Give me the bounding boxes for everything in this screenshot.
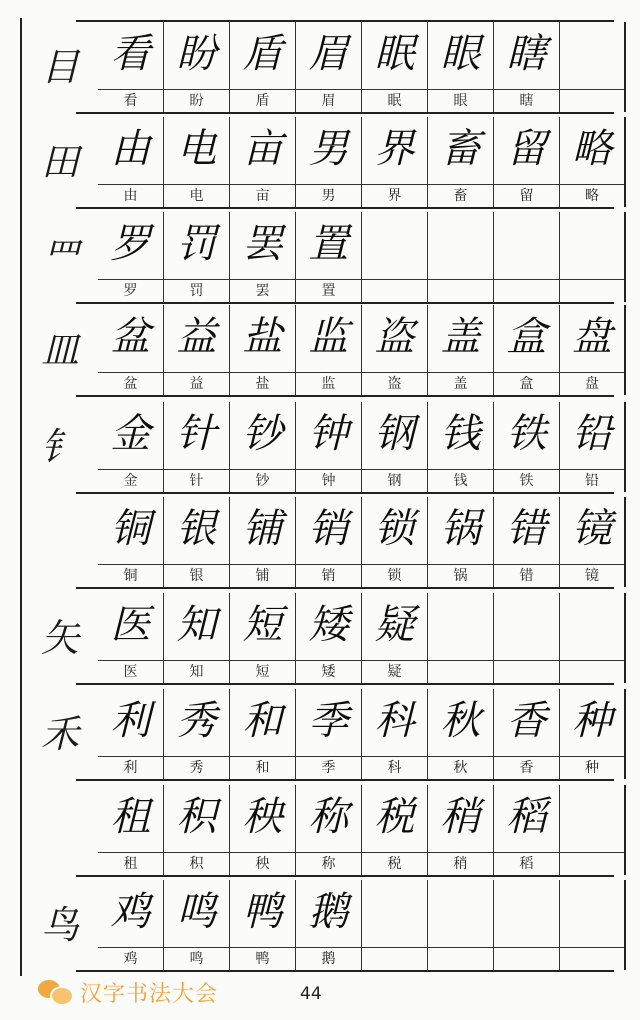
- character-cell: [494, 880, 560, 970]
- standard-character: 矮: [296, 660, 361, 683]
- standard-character: 秀: [164, 756, 229, 779]
- character-cell: [164, 305, 230, 395]
- character-cell: [230, 212, 296, 302]
- top-border: [76, 20, 614, 22]
- cursive-character: 眠: [374, 31, 415, 77]
- character-cell: [164, 22, 230, 112]
- grid-row: [98, 689, 634, 779]
- standard-character: 季: [296, 756, 361, 779]
- character-cell: [296, 785, 362, 875]
- character-cell: [560, 689, 626, 779]
- cursive-character: 盒: [506, 314, 547, 360]
- cursive-character: 钱: [440, 411, 481, 457]
- standard-character: 租: [98, 852, 163, 875]
- character-cell: [164, 402, 230, 492]
- cursive-character: 铁: [506, 411, 547, 457]
- character-cell: [362, 212, 428, 302]
- standard-character: [560, 89, 624, 112]
- character-cell: [296, 497, 362, 587]
- cursive-character: 瞎: [506, 31, 547, 77]
- standard-character: 鸣: [164, 947, 229, 970]
- standard-character: 鸭: [230, 947, 295, 970]
- wechat-icon: [38, 978, 72, 1006]
- cursive-character: 留: [506, 126, 547, 172]
- standard-character: 略: [560, 184, 624, 207]
- row-divider: [76, 875, 614, 877]
- standard-character: 眼: [428, 89, 493, 112]
- grid-row: [98, 117, 634, 207]
- standard-character: 铜: [98, 564, 163, 587]
- cursive-character: 眉: [308, 31, 349, 77]
- character-cell: [164, 497, 230, 587]
- grid-row: [98, 880, 634, 970]
- radical-label: 目: [40, 45, 79, 89]
- character-cell: [98, 117, 164, 207]
- cursive-character: 盗: [374, 314, 415, 360]
- cursive-character: 盆: [110, 314, 151, 360]
- radical-label: 皿: [40, 328, 79, 372]
- cursive-character: 鸡: [110, 889, 151, 935]
- cursive-character: 秧: [242, 794, 283, 840]
- character-cell: [560, 593, 626, 683]
- cursive-character: 季: [308, 698, 349, 744]
- standard-character: 锅: [428, 564, 493, 587]
- standard-character: 盗: [362, 372, 427, 395]
- radical-label: 禾: [40, 712, 79, 756]
- cursive-character: 罢: [242, 221, 283, 267]
- character-cell: [362, 689, 428, 779]
- row-divider: [76, 112, 614, 114]
- cursive-character: [560, 789, 624, 845]
- character-cell: [362, 593, 428, 683]
- standard-character: 银: [164, 564, 229, 587]
- cursive-character: 盼: [176, 31, 217, 77]
- cursive-character: 看: [110, 31, 151, 77]
- grid-row: [98, 305, 634, 395]
- character-cell: [494, 497, 560, 587]
- character-cell: [98, 689, 164, 779]
- character-cell: [560, 212, 626, 302]
- row-divider: [76, 395, 614, 397]
- standard-character: 眠: [362, 89, 427, 112]
- character-cell: [362, 22, 428, 112]
- standard-character: 盒: [494, 372, 559, 395]
- character-cell: [98, 22, 164, 112]
- character-cell: [98, 305, 164, 395]
- standard-character: 罗: [98, 279, 163, 302]
- standard-character: 盐: [230, 372, 295, 395]
- standard-character: [494, 279, 559, 302]
- character-cell: [296, 593, 362, 683]
- character-cell: [296, 305, 362, 395]
- cursive-character: 铜: [110, 506, 151, 552]
- cursive-character: 益: [176, 314, 217, 360]
- standard-character: 医: [98, 660, 163, 683]
- standard-character: 鸡: [98, 947, 163, 970]
- cursive-character: 铺: [242, 506, 283, 552]
- cursive-character: 医: [110, 602, 151, 648]
- standard-character: 鹅: [296, 947, 361, 970]
- standard-character: 钱: [428, 469, 493, 492]
- standard-character: [560, 660, 624, 683]
- cursive-character: 盐: [242, 314, 283, 360]
- standard-character: 盘: [560, 372, 624, 395]
- standard-character: 看: [98, 89, 163, 112]
- standard-character: 钟: [296, 469, 361, 492]
- cursive-character: 积: [176, 794, 217, 840]
- grid-row: [98, 22, 634, 112]
- row-divider: [76, 683, 614, 685]
- radical-label: 钅: [40, 425, 79, 469]
- standard-character: 铅: [560, 469, 624, 492]
- cursive-character: 税: [374, 794, 415, 840]
- character-cell: [428, 117, 494, 207]
- cursive-character: 鸭: [242, 889, 283, 935]
- cursive-character: 秀: [176, 698, 217, 744]
- standard-character: 金: [98, 469, 163, 492]
- cursive-character: 眼: [440, 31, 481, 77]
- character-cell: [296, 402, 362, 492]
- cursive-character: 男: [308, 126, 349, 172]
- standard-character: 知: [164, 660, 229, 683]
- standard-character: 香: [494, 756, 559, 779]
- standard-character: 益: [164, 372, 229, 395]
- cursive-character: 秋: [440, 698, 481, 744]
- cursive-character: 科: [374, 698, 415, 744]
- row-divider: [76, 492, 614, 494]
- cursive-character: [428, 216, 493, 272]
- character-cell: [560, 117, 626, 207]
- standard-character: [560, 852, 624, 875]
- character-cell: [98, 593, 164, 683]
- character-cell: [98, 785, 164, 875]
- cursive-character: 罚: [176, 221, 217, 267]
- cursive-character: [560, 597, 624, 653]
- standard-character: [428, 279, 493, 302]
- standard-character: 税: [362, 852, 427, 875]
- character-cell: [98, 402, 164, 492]
- character-cell: [560, 402, 626, 492]
- character-cell: [98, 497, 164, 587]
- cursive-character: [560, 216, 624, 272]
- character-cell: [230, 402, 296, 492]
- grid-row: [98, 593, 634, 683]
- character-cell: [494, 305, 560, 395]
- standard-character: [362, 947, 427, 970]
- standard-character: [428, 947, 493, 970]
- cursive-character: 鸣: [176, 889, 217, 935]
- standard-character: 盾: [230, 89, 295, 112]
- character-cell: [164, 593, 230, 683]
- cursive-character: 置: [308, 221, 349, 267]
- standard-character: 电: [164, 184, 229, 207]
- grid-row: [98, 497, 634, 587]
- radical-label: 罒: [40, 235, 79, 279]
- standard-character: 盼: [164, 89, 229, 112]
- standard-character: [494, 660, 559, 683]
- standard-character: 钞: [230, 469, 295, 492]
- standard-character: 铺: [230, 564, 295, 587]
- cursive-character: 种: [572, 698, 612, 744]
- cursive-character: 监: [308, 314, 349, 360]
- standard-character: 罚: [164, 279, 229, 302]
- character-cell: [230, 497, 296, 587]
- character-cell: [296, 117, 362, 207]
- standard-character: [560, 947, 624, 970]
- cursive-character: 钟: [308, 411, 349, 457]
- row-divider: [76, 779, 614, 781]
- character-cell: [296, 212, 362, 302]
- cursive-character: 疑: [374, 602, 415, 648]
- character-cell: [494, 785, 560, 875]
- cursive-character: 鹅: [308, 889, 349, 935]
- standard-character: 种: [560, 756, 624, 779]
- standard-character: 镜: [560, 564, 624, 587]
- standard-character: 科: [362, 756, 427, 779]
- standard-character: 盖: [428, 372, 493, 395]
- cursive-character: 稍: [440, 794, 481, 840]
- cursive-character: 由: [110, 126, 151, 172]
- copybook-sheet: [20, 18, 634, 976]
- standard-character: 和: [230, 756, 295, 779]
- standard-character: 称: [296, 852, 361, 875]
- character-cell: [494, 402, 560, 492]
- standard-character: 亩: [230, 184, 295, 207]
- character-cell: [230, 22, 296, 112]
- character-cell: [230, 117, 296, 207]
- standard-character: 稍: [428, 852, 493, 875]
- watermark: [38, 974, 218, 1010]
- standard-character: 畜: [428, 184, 493, 207]
- character-cell: [362, 785, 428, 875]
- cursive-character: [494, 884, 559, 940]
- cursive-character: 锅: [440, 506, 481, 552]
- cursive-character: 畜: [440, 126, 481, 172]
- character-cell: [428, 689, 494, 779]
- cursive-character: 电: [176, 126, 217, 172]
- standard-character: [428, 660, 493, 683]
- cursive-character: 和: [242, 698, 283, 744]
- character-cell: [428, 497, 494, 587]
- character-cell: [560, 305, 626, 395]
- standard-character: 销: [296, 564, 361, 587]
- standard-character: 积: [164, 852, 229, 875]
- character-cell: [494, 22, 560, 112]
- standard-character: 秋: [428, 756, 493, 779]
- radical-label: 田: [40, 140, 79, 184]
- row-divider: [76, 587, 614, 589]
- page-number: 44: [300, 984, 322, 1004]
- standard-character: 疑: [362, 660, 427, 683]
- character-cell: [230, 880, 296, 970]
- character-cell: [362, 402, 428, 492]
- cursive-character: 矮: [308, 602, 349, 648]
- character-cell: [494, 212, 560, 302]
- character-cell: [428, 593, 494, 683]
- character-cell: [230, 785, 296, 875]
- standard-character: 界: [362, 184, 427, 207]
- cursive-character: [560, 26, 624, 82]
- character-cell: [494, 689, 560, 779]
- row-divider: [76, 207, 614, 209]
- character-cell: [494, 593, 560, 683]
- standard-character: 罢: [230, 279, 295, 302]
- character-cell: [560, 880, 626, 970]
- standard-character: 男: [296, 184, 361, 207]
- standard-character: 瞎: [494, 89, 559, 112]
- cursive-character: 盾: [242, 31, 283, 77]
- cursive-character: 销: [308, 506, 349, 552]
- standard-character: 监: [296, 372, 361, 395]
- cursive-character: 钞: [242, 411, 283, 457]
- grid-row: [98, 402, 634, 492]
- character-cell: [296, 880, 362, 970]
- cursive-character: 短: [242, 602, 283, 648]
- character-cell: [164, 117, 230, 207]
- cursive-character: 亩: [242, 126, 283, 172]
- radical-label: 矢: [40, 616, 79, 660]
- cursive-character: [560, 884, 624, 940]
- standard-character: [494, 947, 559, 970]
- cursive-character: 稻: [506, 794, 547, 840]
- row-divider: [76, 302, 614, 304]
- cursive-character: 针: [176, 411, 217, 457]
- standard-character: 留: [494, 184, 559, 207]
- standard-character: 置: [296, 279, 361, 302]
- cursive-character: [428, 597, 493, 653]
- cursive-character: 铅: [572, 411, 612, 457]
- cursive-character: 称: [308, 794, 349, 840]
- character-cell: [428, 212, 494, 302]
- character-cell: [98, 880, 164, 970]
- character-cell: [362, 880, 428, 970]
- standard-character: 针: [164, 469, 229, 492]
- character-cell: [98, 212, 164, 302]
- standard-character: [362, 279, 427, 302]
- cursive-character: 钢: [374, 411, 415, 457]
- cursive-character: [362, 884, 427, 940]
- character-cell: [230, 593, 296, 683]
- character-cell: [560, 497, 626, 587]
- character-cell: [560, 22, 626, 112]
- cursive-character: 金: [110, 411, 151, 457]
- cursive-character: 镜: [572, 506, 612, 552]
- standard-character: 锁: [362, 564, 427, 587]
- character-cell: [164, 880, 230, 970]
- row-divider: [76, 970, 614, 972]
- cursive-character: [428, 884, 493, 940]
- standard-character: 盆: [98, 372, 163, 395]
- standard-character: 短: [230, 660, 295, 683]
- standard-character: 错: [494, 564, 559, 587]
- character-cell: [494, 117, 560, 207]
- radical-column: [20, 18, 98, 976]
- standard-character: 利: [98, 756, 163, 779]
- character-cell: [560, 785, 626, 875]
- standard-character: 铁: [494, 469, 559, 492]
- cursive-character: 略: [572, 126, 612, 172]
- cursive-character: 利: [110, 698, 151, 744]
- standard-character: 稻: [494, 852, 559, 875]
- character-cell: [428, 305, 494, 395]
- standard-character: [560, 279, 624, 302]
- character-cell: [362, 117, 428, 207]
- cursive-character: 租: [110, 794, 151, 840]
- character-cell: [230, 689, 296, 779]
- standard-character: 钢: [362, 469, 427, 492]
- character-cell: [362, 497, 428, 587]
- character-cell: [296, 689, 362, 779]
- cursive-character: 错: [506, 506, 547, 552]
- cursive-character: 盖: [440, 314, 481, 360]
- character-cell: [164, 689, 230, 779]
- grid-row: [98, 212, 634, 302]
- character-cell: [164, 785, 230, 875]
- standard-character: 眉: [296, 89, 361, 112]
- cursive-character: 知: [176, 602, 217, 648]
- character-cell: [296, 22, 362, 112]
- character-cell: [230, 305, 296, 395]
- cursive-character: [494, 216, 559, 272]
- radical-label: 鸟: [40, 903, 79, 947]
- cursive-character: [362, 216, 427, 272]
- character-cell: [428, 402, 494, 492]
- cursive-character: 盘: [572, 314, 612, 360]
- standard-character: 由: [98, 184, 163, 207]
- cursive-character: 香: [506, 698, 547, 744]
- character-cell: [164, 212, 230, 302]
- character-cell: [428, 880, 494, 970]
- cursive-character: [494, 597, 559, 653]
- grid-row: [98, 785, 634, 875]
- watermark-text: 汉字书法大会: [80, 981, 219, 1007]
- character-cell: [428, 22, 494, 112]
- cursive-character: 银: [176, 506, 217, 552]
- cursive-character: 罗: [110, 221, 151, 267]
- standard-character: 秧: [230, 852, 295, 875]
- character-cell: [428, 785, 494, 875]
- cursive-character: 界: [374, 126, 415, 172]
- character-cell: [362, 305, 428, 395]
- cursive-character: 锁: [374, 506, 415, 552]
